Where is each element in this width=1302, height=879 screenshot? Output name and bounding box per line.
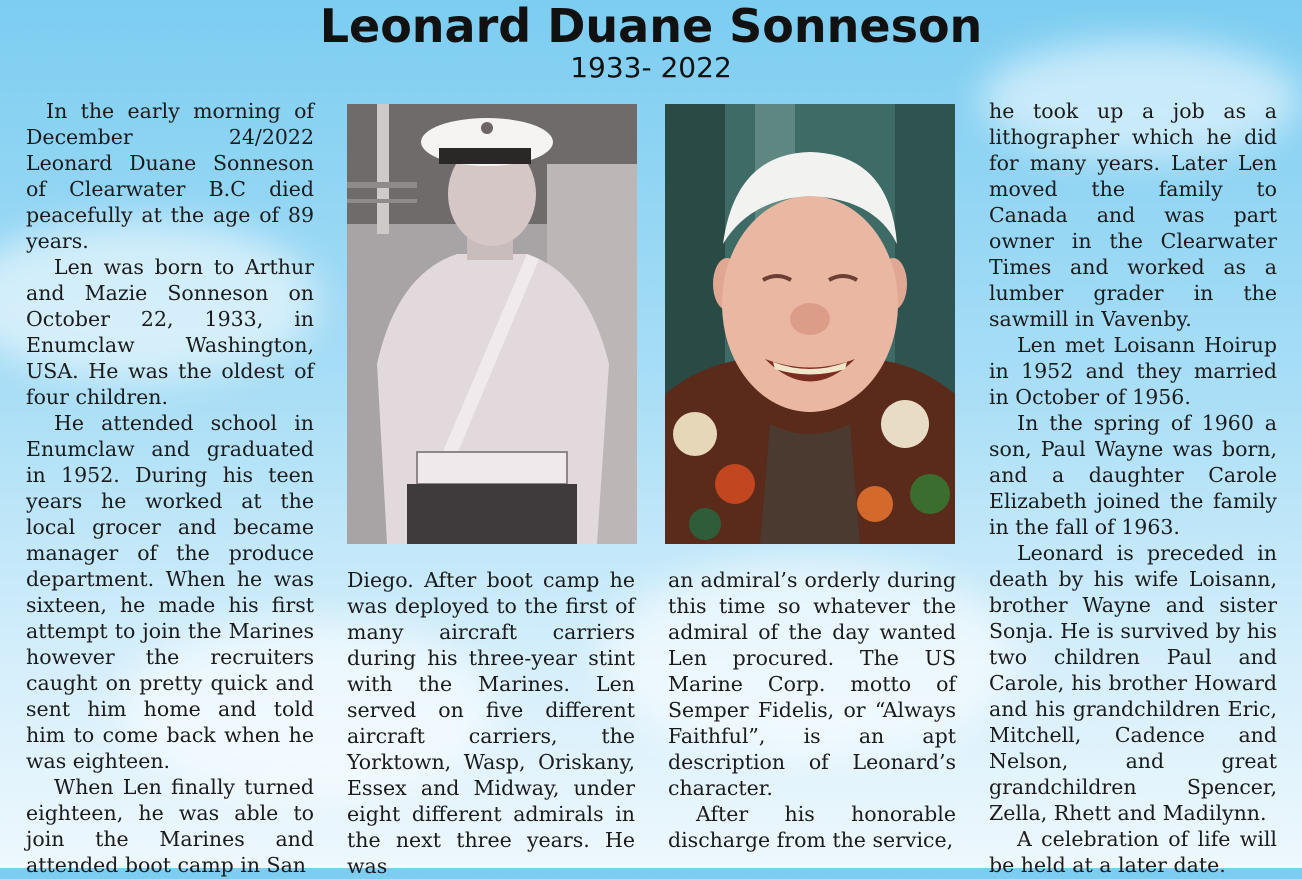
elderly-portrait-illustration xyxy=(665,104,955,544)
young-marine-illustration xyxy=(347,104,637,544)
obituary-years: 1933- 2022 xyxy=(570,51,732,84)
young-marine-photo xyxy=(347,104,637,544)
paragraph-children: In the spring of 1960 a son, Paul Wayne was born, and a daughter Carole Elizabeth joined the family in the fall of 1963. xyxy=(989,411,1277,539)
paragraph-orderly: an admiral’s orderly during this time so whatever the admiral of the day wanted Len procured. The US Marine Corp. motto of Semper Fidelis, or “Always Faithful”, is an apt description of Leonard’s character. xyxy=(668,568,956,800)
obituary-name: Leonard Duane Sonneson xyxy=(319,0,983,53)
paragraph-marriage: Len met Loisann Hoirup in 1952 and they married in October of 1956. xyxy=(989,333,1277,409)
paragraph-discharge: After his honorable discharge from the service, xyxy=(668,802,956,852)
paragraph-birth: Len was born to Arthur and Mazie Sonneson on October 22, 1933, in Enumclaw Washington, USA. He was the oldest of four children. xyxy=(26,255,314,409)
paragraph-marines: When Len finally turned eighteen, he was able to join the Marines and attended boot camp in San xyxy=(26,775,314,877)
obituary-header xyxy=(0,0,1302,84)
obituary-column-1 xyxy=(26,98,314,878)
obituary-column-4 xyxy=(989,98,1277,878)
paragraph-survivors: Leonard is preceded in death by his wife Loisann, brother Wayne and sister Sonja. He is survived by his two children Paul and Carole, his brother Howard and his grandchildren Eric, Mitchell, Cadence and Nelson, and great grandchildren Spencer, Zella, Rhett and Madilynn. xyxy=(989,541,1277,825)
elderly-portrait-photo xyxy=(665,104,955,544)
paragraph-celebration: A celebration of life will be held at a later date. xyxy=(989,827,1277,877)
paragraph-school: He attended school in Enumclaw and graduated in 1952. During his teen years he worked at the local grocer and became manager of the produce department. When he was sixteen, he made his first attempt to join the Marines however the recruiters caught on pretty quick and sent him home and told him to come back when he was eighteen. xyxy=(26,411,314,773)
obituary-column-2 xyxy=(347,567,635,879)
paragraph-carriers: Diego. After boot camp he was deployed to the first of many aircraft carriers during his three-year stint with the Marines. Len served on five different aircraft carriers, the Yorktown, Wasp, Oriskany, Essex and Midway, under eight different admirals in the next three years. He was xyxy=(347,568,635,878)
obituary-column-3 xyxy=(668,567,956,853)
paragraph-career: he took up a job as a lithographer which he did for many years. Later Len moved the family to Canada and was part owner in the Clearwater Times and worked as a lumber grader in the sawmill in Vavenby. xyxy=(989,99,1277,331)
paragraph-death-notice: In the early morning of December 24/2022 Leonard Duane Sonneson of Clearwater B.C died peacefully at the age of 89 years. xyxy=(26,99,314,253)
